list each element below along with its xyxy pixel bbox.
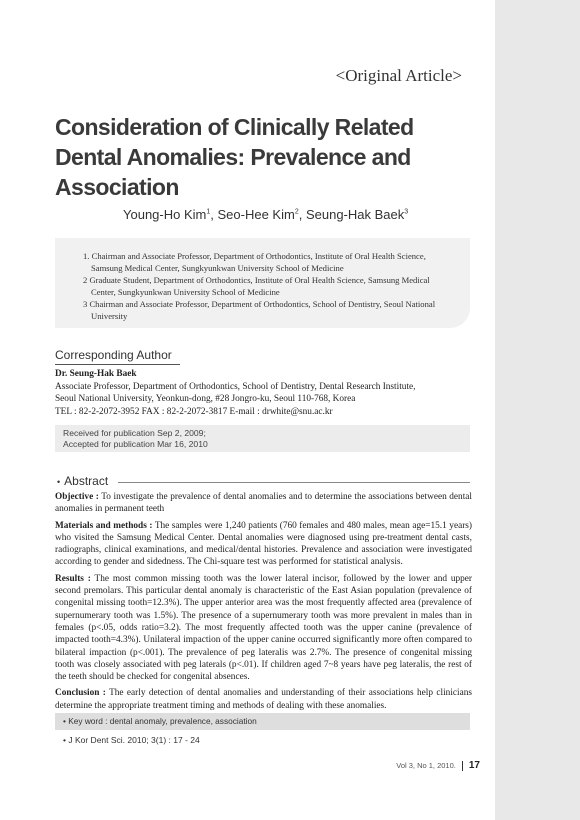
corresponding-contact: TEL : 82-2-2072-3952 FAX : 82-2-2072-3817 E-mail : drwhite@snu.ac.kr <box>55 406 333 417</box>
author-name: Young-Ho Kim <box>123 207 207 222</box>
abstract-heading-text: Abstract <box>64 474 109 488</box>
corresponding-author-block <box>55 368 475 418</box>
corresponding-address: Seoul National University, Yeonkun-dong, #28 Jongro-ku, Seoul 110-768, Korea <box>55 394 356 404</box>
affiliation-list <box>83 251 453 324</box>
page-number: 17 <box>468 760 480 771</box>
section-label: Materials and methods : <box>55 520 153 531</box>
corresponding-author-heading: Corresponding Author <box>55 348 172 362</box>
section-text: To investigate the prevalence of dental anomalies and to determine the associations between dental anomalies in permanent teeth <box>55 492 473 515</box>
section-label: Conclusion : <box>55 688 106 699</box>
footer-separator <box>462 761 463 771</box>
section-label: Objective : <box>55 492 99 502</box>
affiliation-item: 3 Chairman and Associate Professor, Department of Orthodontics, School of Dentistry, Seoul National University <box>83 299 436 321</box>
section-text: The samples were 1,240 patients (760 females and 480 males, mean age=15.1 years) who visited the Samsung Medical Center. Dental anomalies were diagnosed using pre-treatment dental casts, radiographs, clinical examinations, and medical/dental histories. Prevalence and association were investigated according to gender and sidedness. The Chi-square test was performed for statistical analysis. <box>55 520 473 568</box>
keyword-bar <box>55 713 470 730</box>
abstract-conclusion <box>55 687 472 712</box>
author-sup: 1 <box>206 208 211 216</box>
volume-info: Vol 3, No 1, 2010. <box>396 761 456 770</box>
bullet-icon: • <box>63 716 66 726</box>
page-sidebar <box>495 0 580 820</box>
article-type: <Original Article> <box>335 66 462 85</box>
abstract-results <box>55 573 472 684</box>
author-sup: 2 <box>294 208 299 216</box>
bullet-icon: • <box>57 477 61 487</box>
affiliation-item: 2 Graduate Student, Department of Orthodontics, Institute of Oral Health Science, Samsung Medical Center, Sungkyunkwan University School of Medicine <box>83 275 430 297</box>
section-text: The most common missing tooth was the lower lateral incisor, followed by the lower and upper second premolars. This particular dental anomaly is characteristic of the East Asian population (prevalence of congenital missing tooth=12.3%). The upper anterior area was the most frequently affected area (prevalence of supernumerary tooth was 1.5%). The presence of a supernumerary tooth was more prevalent in males than in females (p<.05, odds ratio=3.2). The most frequently affected tooth was the upper canine (prevalence of impacted tooth=4.3%). Unilateral impaction of the upper canine occurred significantly more often compared to bilateral impaction (p<.001). The prevalence of peg lateralis was 2.7%. The presence of congenital missing tooth was closely associated with peg laterals (p<.01). If children aged 7~8 years have peg lateralis, the rest of the teeth should be checked for congenital absences. <box>55 573 472 683</box>
citation <box>63 735 200 745</box>
abstract-heading <box>57 474 108 488</box>
abstract-objective <box>55 491 472 516</box>
abstract-divider <box>118 482 470 483</box>
corresponding-position: Associate Professor, Department of Orthodontics, School of Dentistry, Dental Research Institute, <box>55 381 416 392</box>
corresponding-name: Dr. Seung-Hak Baek <box>55 369 137 379</box>
section-label: Results : <box>55 573 91 584</box>
accepted-date: Accepted for publication Mar 16, 2010 <box>63 439 208 449</box>
page-footer <box>350 760 480 771</box>
author-list: Young-Ho Kim$^1$, Seo-Hee Kim$^2$, Seung-Hak Baek$^3$ <box>123 207 409 222</box>
citation-text: J Kor Dent Sci. 2010; 3(1) : 17 - 24 <box>68 735 200 745</box>
affiliation-item: 1. Chairman and Associate Professor, Department of Orthodontics, Institute of Oral Health Science, Samsung Medical Center, Sungkyunkwan University School of Medicine <box>83 251 426 273</box>
corresponding-divider <box>55 364 180 365</box>
abstract-methods <box>55 520 472 569</box>
received-date: Received for publication Sep 2, 2009; <box>63 428 206 438</box>
abstract-body <box>55 491 472 716</box>
author-name: Seo-Hee Kim <box>217 207 295 222</box>
author-name: Seung-Hak Baek <box>305 207 405 222</box>
article-title: Consideration of Clinically Related Dental Anomalies: Prevalence and Association <box>55 114 414 200</box>
bullet-icon: • <box>63 735 66 745</box>
keywords: Key word : dental anomaly, prevalence, association <box>68 716 257 726</box>
publication-dates <box>55 425 470 452</box>
author-sup: 3 <box>404 208 409 216</box>
section-text: The early detection of dental anomalies and understanding of their associations help clinicians determine the appropriate treatment timing and methods of dealing with these anomalies. <box>55 688 472 711</box>
